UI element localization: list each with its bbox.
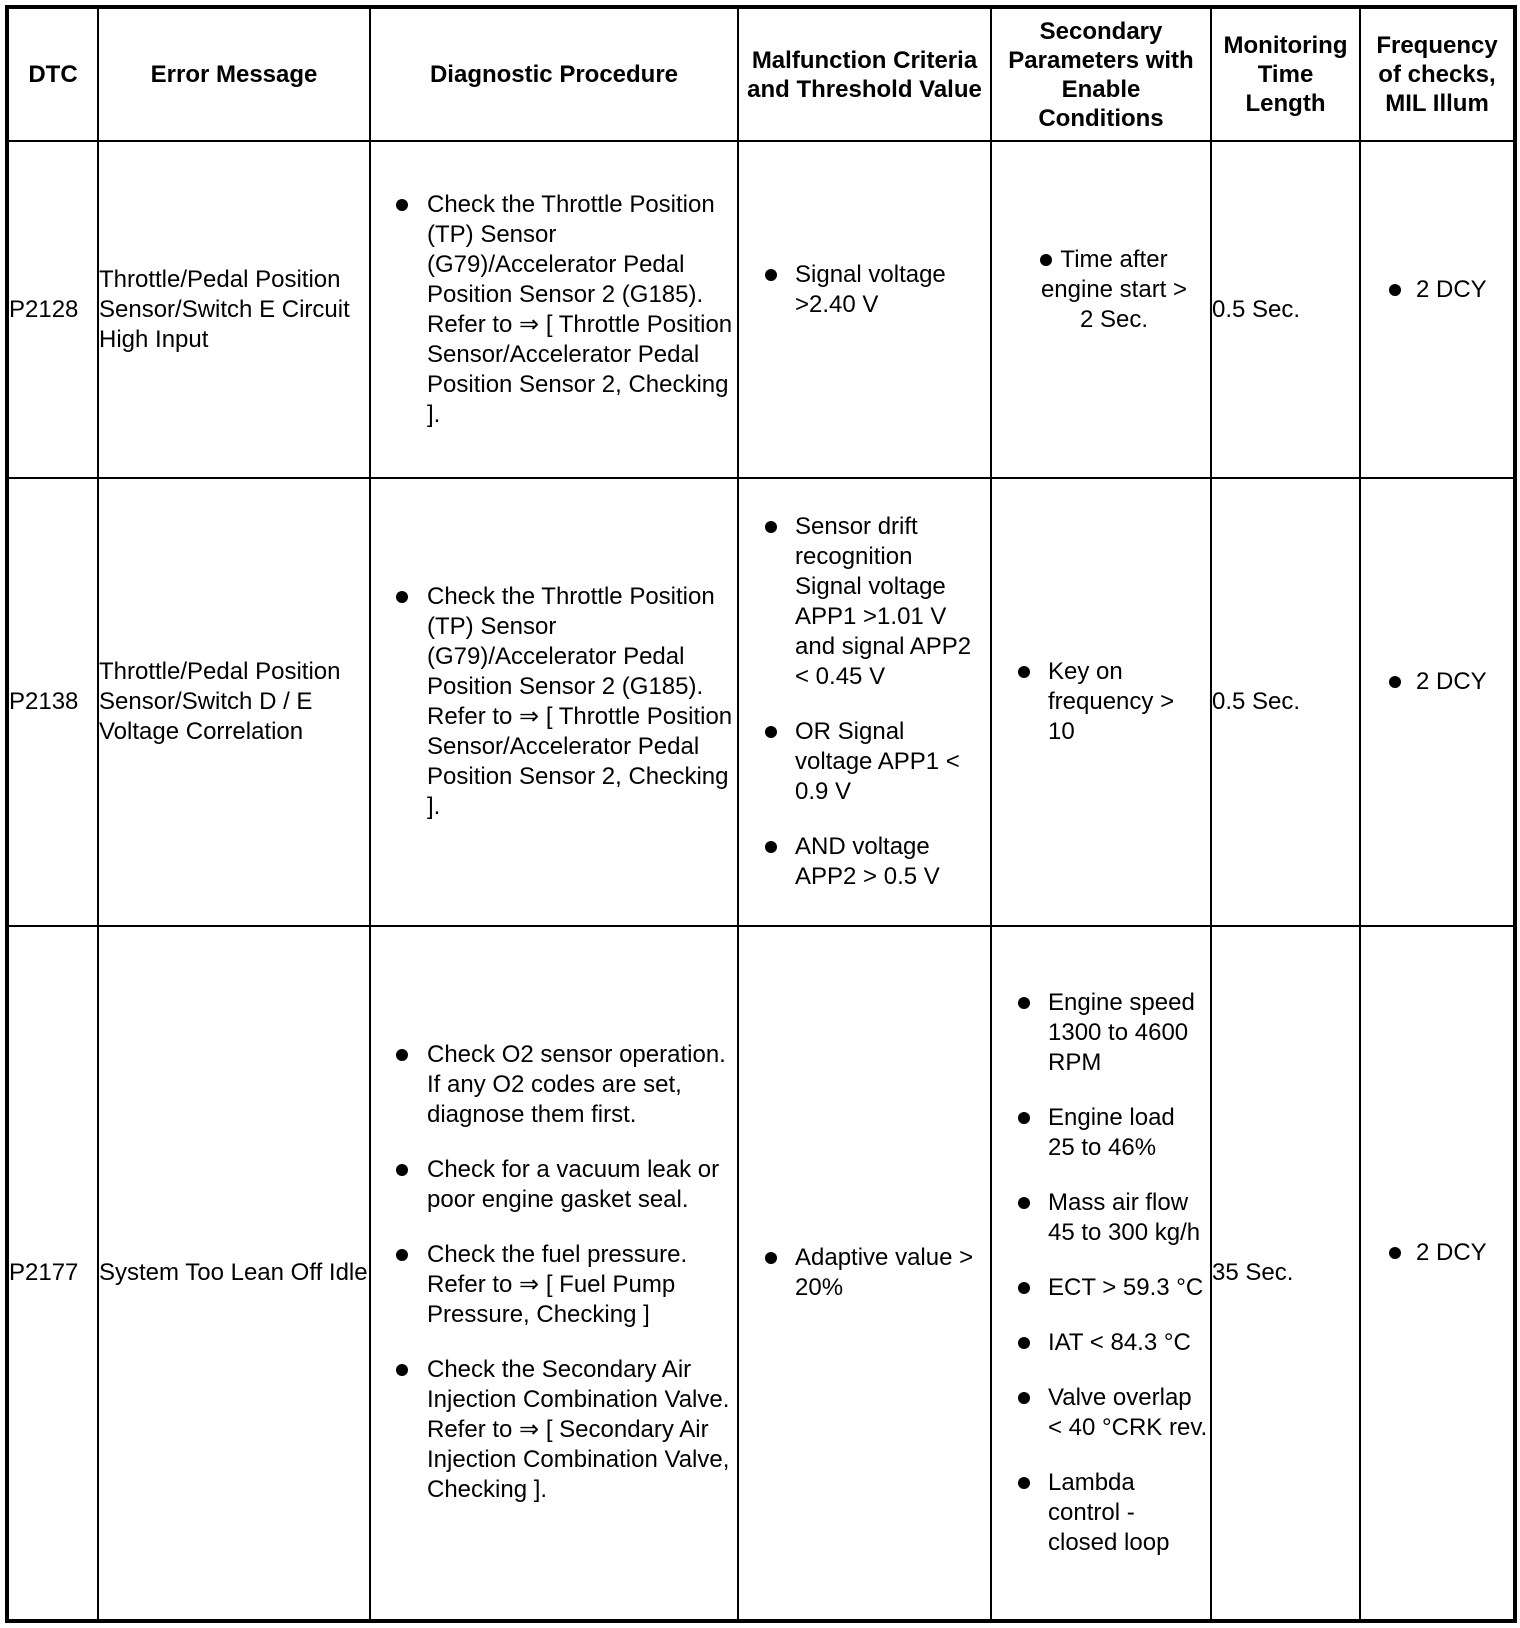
list-item-text: Engine speed 1300 to 4600 RPM — [1048, 988, 1195, 1076]
table-row — [7, 141, 1515, 478]
list-item — [992, 1468, 1210, 1558]
list-item-text: Check the Throttle Position (TP) Sensor (G79)/Accelerator Pedal Position Sensor 2 (G185). Refer to ⇒ [ Throttle Position Sensor/Accelerator Pedal Position Sensor 2, Checking ]. — [427, 582, 733, 820]
monitoring-time: 0.5 Sec. — [1211, 478, 1360, 925]
list-item — [992, 1273, 1210, 1303]
list-item — [992, 988, 1210, 1078]
list-item — [739, 717, 990, 807]
list-item — [371, 582, 737, 822]
dtc-table — [5, 5, 1517, 1623]
malfunction-criteria — [738, 141, 991, 478]
secondary-parameters — [991, 141, 1211, 478]
bullet-icon — [396, 199, 408, 211]
list-item — [739, 1243, 990, 1303]
list-item-text: Check the Secondary Air Injection Combination Valve. Refer to ⇒ [ Secondary Air Injection Combination Valve, Checking ]. — [427, 1356, 730, 1504]
list-item — [1361, 1238, 1513, 1268]
header-error-message: Error Message — [98, 7, 370, 141]
list-item-text: 2 DCY — [1416, 275, 1487, 303]
header-frequency: Frequency of checks, MIL Illum — [1360, 7, 1515, 141]
diagnostic-procedure — [370, 478, 738, 925]
bullet-icon — [396, 1164, 408, 1176]
list-item-text: OR Signal voltage APP1 < 0.9 V — [795, 717, 960, 805]
list-item — [739, 832, 990, 892]
list-item — [371, 1155, 737, 1215]
frequency — [1360, 478, 1515, 925]
list-item-text: AND voltage APP2 > 0.5 V — [795, 832, 940, 890]
list-item — [739, 260, 990, 320]
list-item — [371, 1040, 737, 1130]
bullet-icon — [1018, 1337, 1030, 1349]
list-item — [1361, 275, 1513, 305]
list-item-text: Check for a vacuum leak or poor engine gasket seal. — [427, 1156, 720, 1214]
list-item-text: Check O2 sensor operation. If any O2 codes are set, diagnose them first. — [427, 1041, 726, 1129]
error-message: System Too Lean Off Idle — [98, 926, 370, 1621]
bullet-icon — [765, 269, 777, 281]
bullet-icon — [396, 1249, 408, 1261]
diagnostic-procedure — [370, 141, 738, 478]
header-row — [7, 7, 1515, 141]
monitoring-time: 35 Sec. — [1211, 926, 1360, 1621]
diagnostic-procedure — [370, 926, 738, 1621]
bullet-icon — [1018, 997, 1030, 1009]
frequency — [1360, 141, 1515, 478]
bullet-icon — [1018, 1282, 1030, 1294]
dtc-code: P2177 — [7, 926, 98, 1621]
bullet-icon — [396, 1364, 408, 1376]
list-item-text: Valve overlap < 40 °CRK rev. — [1048, 1383, 1208, 1441]
list-item — [992, 1383, 1210, 1443]
malfunction-criteria — [738, 478, 991, 925]
list-item-text: IAT < 84.3 °C — [1048, 1328, 1191, 1356]
bullet-icon — [396, 591, 408, 603]
header-monitoring-time: Monitoring Time Length — [1211, 7, 1360, 141]
list-item-text: 2 DCY — [1416, 1238, 1487, 1266]
list-item-text: Check the Throttle Position (TP) Sensor (G79)/Accelerator Pedal Position Sensor 2 (G185). Refer to ⇒ [ Throttle Position Sensor/Accelerator Pedal Position Sensor 2, Checking ]. — [427, 190, 733, 428]
bullet-icon — [765, 521, 777, 533]
list-item-text: Sensor drift recognition Signal voltage APP1 >1.01 V and signal APP2 < 0.45 V — [795, 512, 972, 690]
bullet-icon — [1018, 1392, 1030, 1404]
error-message: Throttle/Pedal Position Sensor/Switch E Circuit High Input — [98, 141, 370, 478]
bullet-icon — [765, 726, 777, 738]
list-item-text: Adaptive value > 20% — [795, 1243, 974, 1301]
list-item — [992, 1328, 1210, 1358]
bullet-icon — [1389, 676, 1401, 688]
dtc-code: P2138 — [7, 478, 98, 925]
list-item-text: Lambda control - closed loop — [1048, 1468, 1170, 1556]
list-item-text: Key on frequency > 10 — [1048, 657, 1175, 745]
list-item — [992, 657, 1210, 747]
error-message: Throttle/Pedal Position Sensor/Switch D / E Voltage Correlation — [98, 478, 370, 925]
secondary-parameters — [991, 926, 1211, 1621]
header-malfunction-criteria: Malfunction Criteria and Threshold Value — [738, 7, 991, 141]
list-item — [992, 1188, 1210, 1248]
bullet-icon — [1389, 284, 1401, 296]
malfunction-criteria — [738, 926, 991, 1621]
list-item-text: Engine load 25 to 46% — [1048, 1103, 1175, 1161]
table-row — [7, 926, 1515, 1621]
bullet-icon — [765, 841, 777, 853]
list-item — [371, 1240, 737, 1330]
bullet-icon — [1018, 1477, 1030, 1489]
bullet-icon — [765, 1252, 777, 1264]
frequency — [1360, 926, 1515, 1621]
list-item — [371, 1355, 737, 1505]
list-item-text: Mass air flow 45 to 300 kg/h — [1048, 1188, 1201, 1246]
table-row — [7, 478, 1515, 925]
monitoring-time: 0.5 Sec. — [1211, 141, 1360, 478]
bullet-icon — [1389, 1247, 1401, 1259]
list-item-text: Time after engine start > 2 Sec. — [1040, 245, 1188, 333]
list-item — [1361, 667, 1513, 697]
list-item — [371, 190, 737, 430]
bullet-icon — [1018, 666, 1030, 678]
list-item-text: 2 DCY — [1416, 667, 1487, 695]
bullet-icon — [1018, 1197, 1030, 1209]
list-item-text: Check the fuel pressure. Refer to ⇒ [ Fuel Pump Pressure, Checking ] — [427, 1241, 688, 1329]
bullet-icon — [396, 1049, 408, 1061]
list-item — [992, 1103, 1210, 1163]
header-dtc: DTC — [7, 7, 98, 141]
dtc-code: P2128 — [7, 141, 98, 478]
list-item — [992, 245, 1210, 335]
list-item — [739, 512, 990, 692]
bullet-icon — [1040, 254, 1052, 266]
secondary-parameters — [991, 478, 1211, 925]
header-secondary-parameters: Secondary Parameters with Enable Conditions — [991, 7, 1211, 141]
list-item-text: Signal voltage >2.40 V — [795, 260, 946, 318]
list-item-text: ECT > 59.3 °C — [1048, 1273, 1204, 1301]
header-diagnostic-procedure: Diagnostic Procedure — [370, 7, 738, 141]
bullet-icon — [1018, 1112, 1030, 1124]
